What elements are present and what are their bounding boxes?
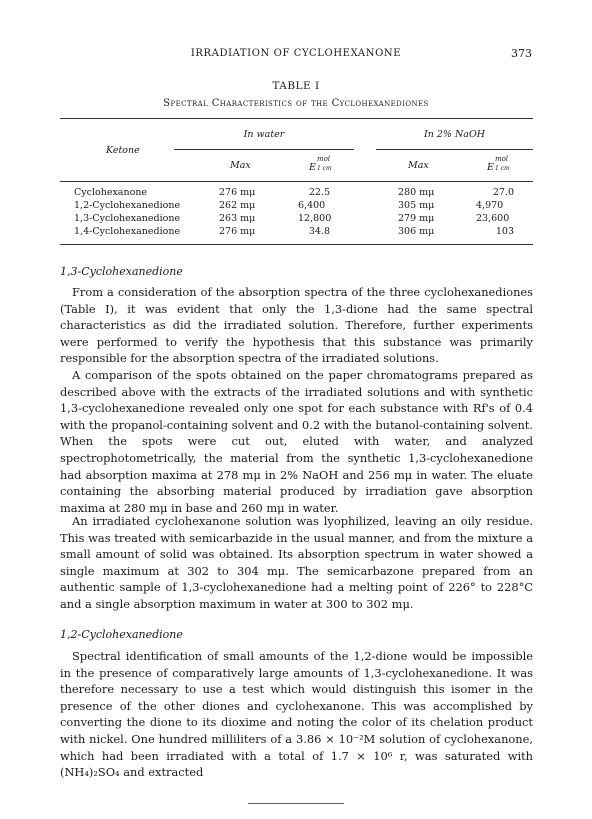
footer-link-line (248, 803, 344, 804)
running-title: IRRADIATION OF CYCLOHEXANONE (190, 48, 402, 59)
e-subscript: 1 cm (494, 165, 510, 172)
cell-naoh-e: 103 (495, 226, 514, 237)
page-number: 373 (511, 47, 532, 60)
e-superscript: mol (494, 155, 509, 163)
e-symbol: E (309, 162, 316, 173)
group-header-naoh: In 2% NaOH (423, 129, 486, 140)
cell-naoh-e: 4,970 (476, 200, 504, 211)
group-header-water: In water (243, 129, 285, 140)
cell-ketone: 1,4-Cyclohexanedione (74, 226, 181, 237)
paragraph (60, 367, 533, 516)
table-header-rule (60, 181, 533, 182)
cell-water-max: 276 mμ (219, 226, 256, 237)
table-caption: Spectral Characteristics of the Cyclohexanediones (163, 98, 429, 109)
cell-water-max: 263 mμ (219, 213, 256, 224)
table-title: TABLE I (272, 80, 320, 92)
section-heading: 1,2-Cyclohexanedione (60, 628, 183, 641)
section-heading: 1,3-Cyclohexanedione (60, 265, 183, 278)
cell-naoh-e: 23,600 (476, 213, 510, 224)
cell-water-e: 34.8 (308, 226, 330, 237)
cell-water-e: 6,400 (298, 200, 326, 211)
cell-naoh-max: 279 mμ (398, 213, 435, 224)
naoh-group-rule (376, 149, 533, 150)
cell-ketone: Cyclohexanone (74, 187, 148, 198)
e-symbol: E (487, 162, 494, 173)
paragraph-text: An irradiated cyclohexanone solution was lyophilized, leaving an oily residue. This was treated with semicarbazide in the usual manner, and from the mixture a small amount of solid was obtained. Its absorption spectrum in water showed a single maximum at 302 to 304 mμ. The semicarbazone prepared from an authentic sample of 1,3-cyclohexanedione had a melting point of 226° to 228°C and a single absorption maximum in water at 300 to 302 mμ. (60, 514, 533, 611)
paragraph-text: From a consideration of the absorption spectra of the three cyclohexanediones (Table I), it was evident that only the 1,3-dione had the same spectral characteristics as did the irradiated solution. Therefore, further experiments were performed to verify the hypothesis that this substance was primarily responsible for the absorption spectra of the irradiated solutions. (60, 285, 533, 366)
col-header-water-max: Max (230, 160, 251, 171)
paragraph-text: A comparison of the spots obtained on the paper chromatograms prepared as described above with the extracts of the irradiated solutions and with synthetic 1,3-cyclohexanedione revealed only one spot for each substance with Rf's of 0.4 with the propanol-containing solvent and 0.2 with the butanol-containing solvent. When the spots were cut out, eluted with water, and analyzed spectrophotometrically, the material from the synthetic 1,3-cyclohexanedione had absorption maxima at 278 mμ in 2% NaOH and 256 mμ in water. The eluate containing the absorbing material produced by irradiation gave absorption maxima at 280 mμ in base and 260 mμ in water. (60, 368, 533, 515)
col-header-naoh-e (487, 155, 512, 173)
cell-naoh-max: 280 mμ (398, 187, 435, 198)
running-head (60, 48, 532, 62)
cell-water-max: 276 mμ (219, 187, 256, 198)
cell-naoh-max: 305 mμ (398, 200, 435, 211)
col-header-ketone: Ketone (106, 145, 140, 156)
cell-ketone: 1,2-Cyclohexanedione (74, 200, 181, 211)
paragraph-text: Spectral identification of small amounts of the 1,2-dione would be impossible in the presence of comparatively large amounts of 1,3-cyclohexanedione. It was therefore necessary to use a test which would distinguish this isomer in the presence of the other diones and cyclohexanone. This was accomplished by converting the dione to its dioxime and noting the color of its chelation product with nickel. One hundred milliliters of a 3.86 × 10⁻²M solution of cyclohexanone, which had been irradiated with a total of 1.7 × 10⁶ r, was saturated with (NH₄)₂SO₄ and extracted (60, 649, 533, 780)
col-header-water-e (309, 155, 334, 173)
cell-naoh-max: 306 mμ (398, 226, 435, 237)
cell-water-max: 262 mμ (219, 200, 256, 211)
e-subscript: 1 cm (316, 165, 332, 172)
cell-water-e: 12,800 (298, 213, 332, 224)
paragraph (60, 513, 533, 613)
table-top-rule (60, 118, 533, 119)
cell-naoh-e: 27.0 (492, 187, 514, 198)
cell-ketone: 1,3-Cyclohexanedione (74, 213, 181, 224)
water-group-rule (174, 149, 354, 150)
paragraph (60, 284, 533, 367)
e-superscript: mol (316, 155, 331, 163)
paragraph (60, 648, 533, 781)
cell-water-e: 22.5 (308, 187, 330, 198)
col-header-naoh-max: Max (408, 160, 429, 171)
table-bottom-rule (60, 244, 533, 245)
